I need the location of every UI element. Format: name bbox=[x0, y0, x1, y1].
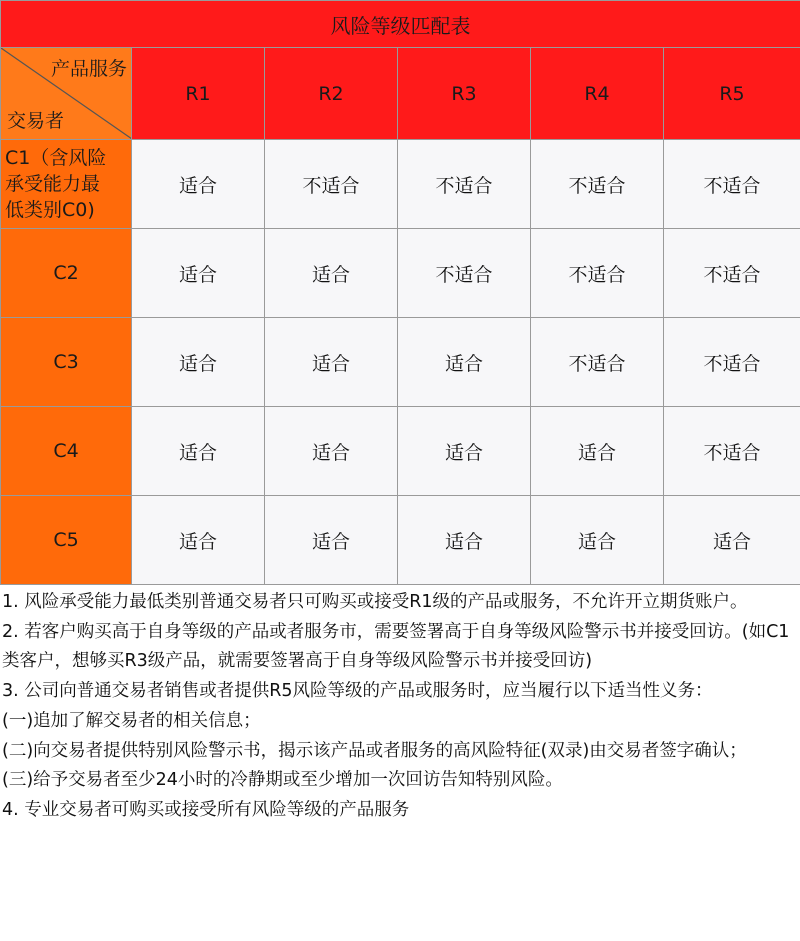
table-cell: 适合 bbox=[265, 318, 398, 407]
table-cell: 不适合 bbox=[664, 140, 800, 229]
table-row bbox=[1, 496, 800, 585]
column-header: R3 bbox=[398, 48, 531, 140]
table-title: 风险等级匹配表 bbox=[1, 1, 800, 48]
notes-section bbox=[0, 588, 800, 826]
corner-label-trader: 交易者 bbox=[7, 110, 65, 132]
table-row bbox=[1, 407, 800, 496]
note-item: 2. 若客户购买高于自身等级的产品或者服务市，需要签署高于自身等级风险警示书并接受回访。(如C1类客户，想够买R3级产品，就需要签署高于自身等级风险警示书并接受回访) bbox=[2, 621, 790, 672]
table-cell: 不适合 bbox=[398, 229, 531, 318]
table-cell: 适合 bbox=[132, 407, 265, 496]
row-header-line: C1（含风险 bbox=[5, 147, 107, 169]
row-header: C3 bbox=[1, 318, 132, 407]
table-cell: 适合 bbox=[531, 407, 664, 496]
column-header: R5 bbox=[664, 48, 800, 140]
table-cell: 不适合 bbox=[531, 229, 664, 318]
note-item: 3. 公司向普通交易者销售或者提供R5风险等级的产品或服务时，应当履行以下适当性义务： bbox=[2, 681, 713, 702]
note-item: (二)向交易者提供特别风险警示书，揭示该产品或者服务的高风险特征(双录)由交易者签字确认； bbox=[2, 740, 747, 761]
table-cell: 适合 bbox=[265, 407, 398, 496]
table-row bbox=[1, 318, 800, 407]
table-cell: 适合 bbox=[398, 407, 531, 496]
table-cell: 不适合 bbox=[398, 140, 531, 229]
row-header-line: 低类别C0) bbox=[5, 199, 95, 221]
table-cell: 适合 bbox=[132, 229, 265, 318]
table-cell: 不适合 bbox=[664, 407, 800, 496]
table-cell: 适合 bbox=[132, 140, 265, 229]
table-cell: 适合 bbox=[398, 318, 531, 407]
row-header-line: 承受能力最 bbox=[5, 173, 101, 195]
table-cell: 不适合 bbox=[531, 318, 664, 407]
table-cell: 适合 bbox=[265, 496, 398, 585]
table-cell: 不适合 bbox=[265, 140, 398, 229]
table-cell: 不适合 bbox=[664, 229, 800, 318]
column-header: R1 bbox=[132, 48, 265, 140]
table-row bbox=[1, 229, 800, 318]
table-cell: 适合 bbox=[132, 318, 265, 407]
note-item: (一)追加了解交易者的相关信息； bbox=[2, 710, 261, 731]
corner-header bbox=[1, 48, 132, 140]
note-item: 1. 风险承受能力最低类别普通交易者只可购买或接受R1级的产品或服务，不允许开立期货账户。 bbox=[2, 592, 748, 612]
table-cell: 适合 bbox=[398, 496, 531, 585]
table-cell: 适合 bbox=[664, 496, 800, 585]
table-cell: 不适合 bbox=[664, 318, 800, 407]
row-header: C5 bbox=[1, 496, 132, 585]
table-row bbox=[1, 140, 800, 229]
column-header: R4 bbox=[531, 48, 664, 140]
note-item: 4. 专业交易者可购买或接受所有风险等级的产品服务 bbox=[2, 799, 410, 820]
table-cell: 不适合 bbox=[531, 140, 664, 229]
table-cell: 适合 bbox=[132, 496, 265, 585]
corner-label-product: 产品服务 bbox=[50, 58, 127, 80]
column-header: R2 bbox=[265, 48, 398, 140]
table-cell: 适合 bbox=[265, 229, 398, 318]
row-header: C4 bbox=[1, 407, 132, 496]
row-header: C2 bbox=[1, 229, 132, 318]
row-header bbox=[1, 140, 132, 229]
note-item: (三)给予交易者至少24小时的冷静期或至少增加一次回访告知特别风险。 bbox=[2, 770, 563, 791]
table-cell: 适合 bbox=[531, 496, 664, 585]
